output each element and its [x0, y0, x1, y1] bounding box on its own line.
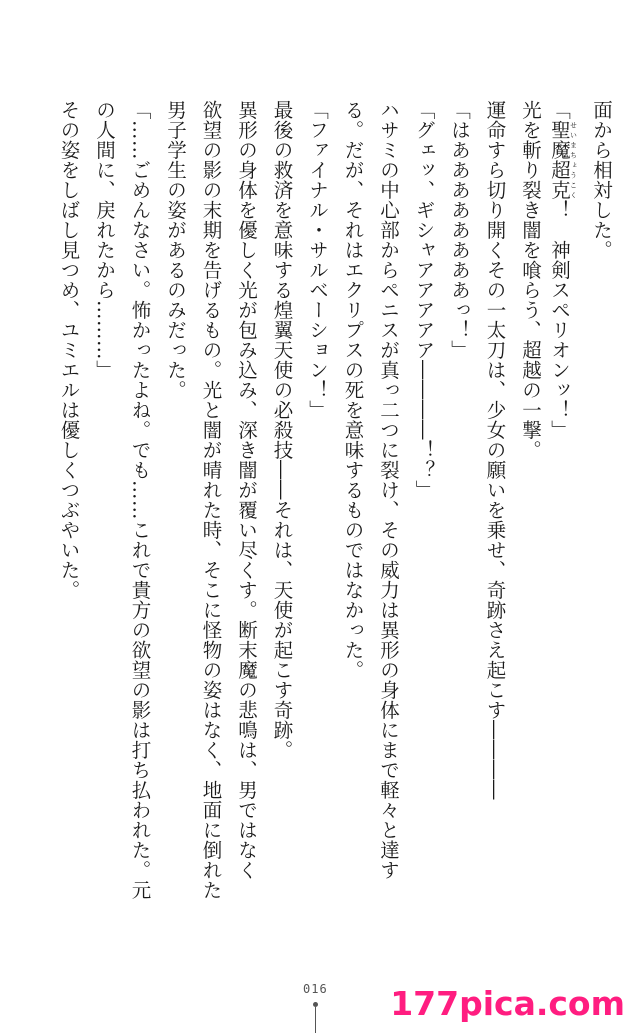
- text-line: 「はああああああああっ！」: [448, 100, 471, 360]
- text-line: 「グェッ、ギシャアアアアア――――！？」: [412, 100, 436, 500]
- text-line: 光を斬り裂き闇を喰らう、超越の一撃。: [519, 100, 542, 460]
- text-line: る。だが、それはエクリプスの死を意味するものではなかった。: [341, 100, 365, 680]
- watermark: 177pica.com: [390, 984, 625, 1023]
- ruby-base: 聖魔超克: [548, 120, 571, 200]
- text-line: 欲望の影の末期を告げるもの。光と闇が晴れた時、そこに怪物の姿はなく、地面に倒れた: [199, 100, 223, 900]
- text-line: 男子学生の姿があるのみだった。: [164, 100, 187, 400]
- text-line-ruby: 「聖魔超克せいまちょうこく！ 神剣スペリオンッ！」: [548, 100, 578, 440]
- text-line: 最後の救済を意味する煌翼天使の必殺技――それは、天使が起こす奇跡。: [270, 100, 294, 760]
- page-marker-line: [315, 1007, 316, 1033]
- text-line: ハサミの中心部からペニスが真っ二つに裂け、その威力は異形の身体にまで軽々と達す: [377, 100, 400, 880]
- text-line: の人間に、戻れたから………」: [93, 100, 116, 380]
- text-line: 運命すら切り開くその一太刀は、少女の願いを乗せ、奇跡さえ起こす――――: [483, 100, 507, 800]
- page-number: 016: [303, 982, 328, 996]
- text-line: その姿をしばし見つめ、ユミエルは優しくつぶやいた。: [57, 100, 81, 600]
- text-line: 「……ごめんなさい。怖かったよね。でも……これで貴方の欲望の影は打ち払われた。元: [128, 100, 152, 900]
- text-line: 異形の身体を優しく光が包み込み、深き闇が覆い尽くす。断末魔の悲鳴は、男ではなく: [235, 100, 258, 880]
- furigana-ruby: [548, 120, 578, 200]
- text-line-tail: ！ 神剣スペリオンッ！」: [548, 200, 571, 440]
- ruby-reading: せいまちょうこく: [569, 120, 578, 200]
- text-line: 面から相対した。: [590, 100, 613, 260]
- text-line: 「ファイナル・サルベーション！」: [306, 100, 329, 420]
- vertical-text-block: [13, 100, 613, 950]
